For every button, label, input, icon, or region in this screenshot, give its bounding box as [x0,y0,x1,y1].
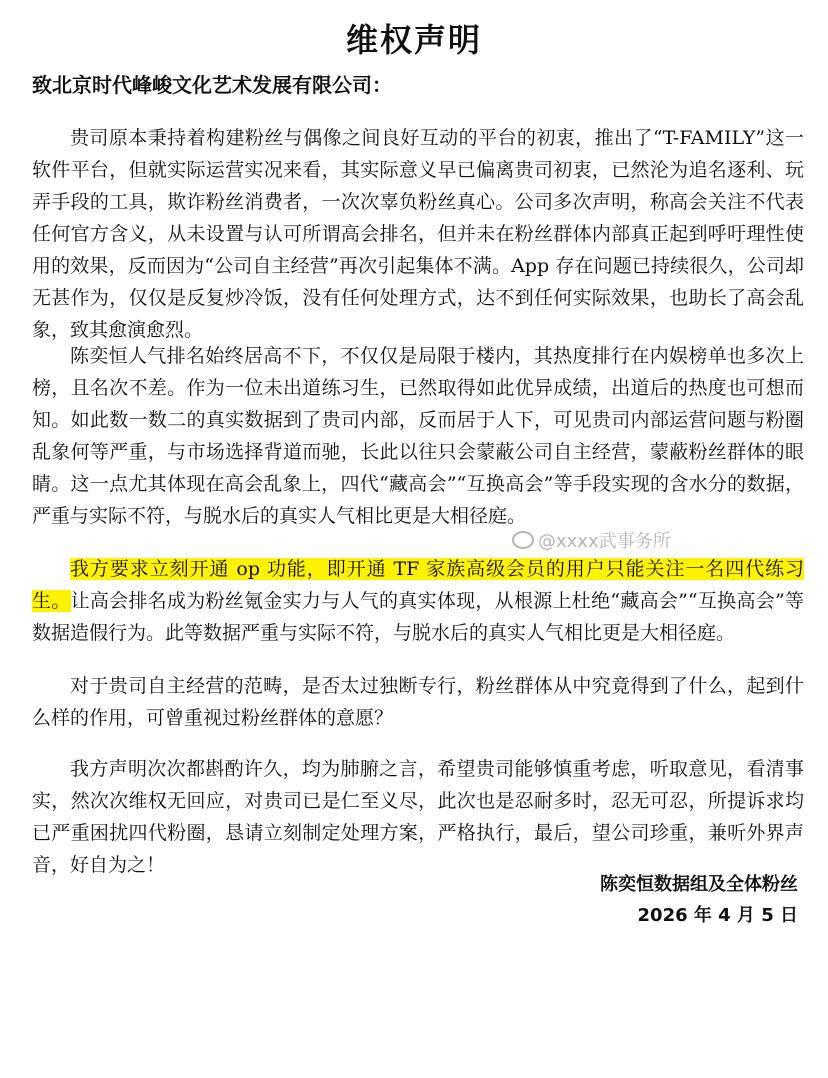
paragraph-3 [32,553,804,649]
document-title: 维权声明 [345,21,482,59]
addressee-line: 致北京时代峰峻文化艺术发展有限公司： [32,73,392,97]
paragraph-5: 我方声明次次都斟酌许久，均为肺腑之言，希望贵司能够慎重考虑，听取意见，看清事实，然次次维权无回应，对贵司已是仁至义尽，此次也是忍耐多时，忍无可忍，所提诉求均已严重困扰四代粉圈，恳请立刻制定处理方案，严格执行，最后，望公司珍重，兼听外界声音，好自为之！ [32,758,804,876]
paragraph-2: 陈奕恒人气排名始终居高不下，不仅仅是局限于楼内，其热度排行在内娱榜单也多次上榜，且名次不差。作为一位未出道练习生，已然取得如此优异成绩，出道后的热度也可想而知。如此数一数二的真实数据到了贵司内部，反而居于人下，可见贵司内部运营问题与粉圈乱象何等严重，与市场选择背道而驰，长此以往只会蒙蔽公司自主经营，蒙蔽粉丝群体的眼睛。这一点尤其体现在高会乱象上，四代“藏高会”“互换高会”等手段实现的含水分的数据，严重与实际不符，与脱水后的真实人气相比更是大相径庭。 [32,345,804,527]
weibo-icon [512,531,534,549]
signature-line: 陈奕恒数据组及全体粉丝 [600,874,798,895]
paragraph-4: 对于贵司自主经营的范畴，是否太过独断专行，粉丝群体从中究竟得到了什么，起到什么样的作用，可曾重视过粉丝群体的意愿？ [32,675,804,729]
paragraph-3-rest: 让高会排名成为粉丝氪金实力与人气的真实体现，从根源上杜绝“藏高会”“互换高会”等数据造假行为。此等数据严重与实际不符，与脱水后的真实人气相比更是大相径庭。 [32,590,804,644]
paragraph-1: 贵司原本秉持着构建粉丝与偶像之间良好互动的平台的初衷，推出了“T-FAMILY”这一软件平台，但就实际运营实况来看，其实际意义早已偏离贵司初衷，已然沦为追名逐利、玩弄手段的工具，欺诈粉丝消费者，一次次辜负粉丝真心。公司多次声明，称高会关注不代表任何官方含义，从未设置与认可所谓高会排名，但并未在粉丝群体内部真正起到呼吁理性使用的效果，反而因为“公司自主经营”再次引起集体不满。App 存在问题已持续很久，公司却无甚作为，仅仅是反复炒冷饭，没有任何处理方式，达不到任何实际效果，也助长了高会乱象，致其愈演愈烈。 [32,127,804,341]
watermark [512,530,671,554]
watermark-text: @xxxx武事务所 [538,531,671,552]
highlighted-demand: 我方要求立刻开通 op 功能，即开通 TF 家族高级会员的用户只能关注一名四代练习生。 [32,558,804,612]
date-line: 2026 年 4 月 5 日 [637,905,798,926]
